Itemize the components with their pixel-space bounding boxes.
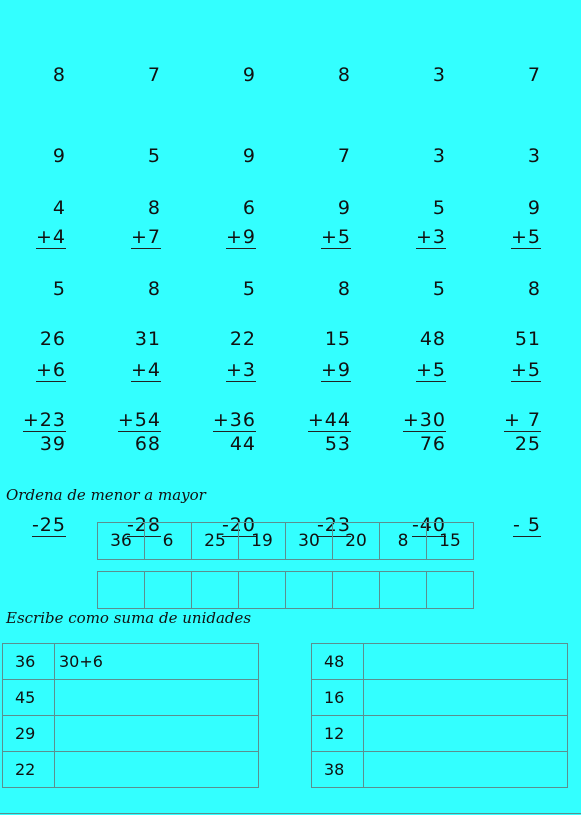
answer-cell[interactable] [145, 572, 192, 609]
table-row [312, 752, 568, 788]
addend-with-operator: +5 [415, 359, 446, 381]
addend: 9 [52, 145, 66, 167]
minuend: 68 [134, 433, 161, 455]
addend: 8 [337, 64, 351, 86]
addend: 5 [242, 278, 256, 300]
addend: 3 [432, 145, 446, 167]
answer-cell[interactable] [380, 572, 427, 609]
addend: 48 [419, 328, 446, 350]
addend-with-operator: +5 [320, 226, 351, 248]
addend: 8 [52, 64, 66, 86]
sum-cell[interactable] [364, 680, 568, 716]
order-section-title: Ordena de menor a mayor [6, 486, 206, 504]
page-bottom-divider [0, 813, 581, 814]
problem-r4-c4 [291, 377, 351, 593]
addend-with-operator: +30 [402, 409, 446, 431]
addend-with-operator: + 7 [503, 409, 541, 431]
addend: 3 [527, 145, 541, 167]
table-row [312, 644, 568, 680]
number-cell: 6 [145, 523, 192, 560]
addend: 5 [147, 145, 161, 167]
addend-with-operator: +9 [225, 226, 256, 248]
addend: 22 [229, 328, 256, 350]
sum-table-right [311, 643, 568, 788]
problem-r4-c2 [101, 377, 161, 593]
ordered-answer-table [97, 571, 474, 609]
addend-with-operator: +9 [320, 359, 351, 381]
addend: 5 [52, 278, 66, 300]
addend: 5 [432, 197, 446, 219]
number-cell: 22 [3, 752, 55, 788]
number-cell: 30 [286, 523, 333, 560]
numbers-to-order-table [97, 522, 474, 560]
addend: 8 [147, 278, 161, 300]
number-cell: 36 [98, 523, 145, 560]
addend: 9 [337, 197, 351, 219]
minuend: 76 [419, 433, 446, 455]
addend: 3 [432, 64, 446, 86]
addend: 4 [52, 197, 66, 219]
addend: 9 [242, 64, 256, 86]
problem-r4-c3 [196, 377, 256, 593]
addend: 7 [147, 64, 161, 86]
problem-r4-c6 [481, 377, 541, 593]
table-row [3, 752, 259, 788]
subtrahend-with-operator: -23 [316, 514, 351, 536]
table-row [3, 716, 259, 752]
number-cell: 19 [239, 523, 286, 560]
number-cell: 15 [427, 523, 474, 560]
addend: 8 [337, 278, 351, 300]
number-cell: 25 [192, 523, 239, 560]
sum-cell[interactable] [55, 752, 259, 788]
number-cell: 12 [312, 716, 364, 752]
addend: 9 [242, 145, 256, 167]
addend-with-operator: +6 [35, 359, 66, 381]
answer-cell[interactable] [286, 572, 333, 609]
addend-with-operator: +5 [510, 359, 541, 381]
addend: 26 [39, 328, 66, 350]
sum-cell[interactable] [55, 716, 259, 752]
answer-cell[interactable] [98, 572, 145, 609]
addend-with-operator: +23 [22, 409, 66, 431]
sum-cell[interactable] [55, 680, 259, 716]
sum-cell[interactable] [364, 752, 568, 788]
subtrahend-with-operator: -40 [411, 514, 446, 536]
sum-table-left [2, 643, 259, 788]
addend-with-operator: +4 [130, 359, 161, 381]
addend: 8 [527, 278, 541, 300]
addend: 7 [337, 145, 351, 167]
addend: 9 [527, 197, 541, 219]
sum-section-title: Escribe como suma de unidades [6, 609, 252, 627]
addend: 6 [242, 197, 256, 219]
number-cell: 20 [333, 523, 380, 560]
addend-with-operator: +4 [35, 226, 66, 248]
addend-with-operator: +54 [117, 409, 161, 431]
addend-with-operator: +44 [307, 409, 351, 431]
sum-cell[interactable]: 30+6 [55, 644, 259, 680]
addend: 8 [147, 197, 161, 219]
subtrahend-with-operator: -28 [126, 514, 161, 536]
subtrahend-with-operator: -20 [221, 514, 256, 536]
addend-with-operator: +3 [415, 226, 446, 248]
addend-with-operator: +5 [510, 226, 541, 248]
minuend: 44 [229, 433, 256, 455]
table-row [3, 680, 259, 716]
table-row [3, 644, 259, 680]
addend: 5 [432, 278, 446, 300]
number-cell: 45 [3, 680, 55, 716]
subtrahend-with-operator: -25 [31, 514, 66, 536]
answer-cell[interactable] [192, 572, 239, 609]
addend: 31 [134, 328, 161, 350]
answer-cell[interactable] [427, 572, 474, 609]
sum-cell[interactable] [364, 716, 568, 752]
minuend: 39 [39, 433, 66, 455]
table-row [312, 716, 568, 752]
minuend: 25 [514, 433, 541, 455]
addend-with-operator: +36 [212, 409, 256, 431]
subtrahend-with-operator: - 5 [513, 514, 541, 536]
answer-cell[interactable] [239, 572, 286, 609]
addend: 51 [514, 328, 541, 350]
number-cell: 38 [312, 752, 364, 788]
number-cell: 36 [3, 644, 55, 680]
problem-r4-c5 [386, 377, 446, 593]
addend: 7 [527, 64, 541, 86]
number-cell: 16 [312, 680, 364, 716]
minuend: 53 [324, 433, 351, 455]
number-cell: 8 [380, 523, 427, 560]
table-row [312, 680, 568, 716]
problem-r4-c1 [6, 377, 66, 593]
number-cell: 48 [312, 644, 364, 680]
number-cell: 29 [3, 716, 55, 752]
addend-with-operator: +7 [130, 226, 161, 248]
addend-with-operator: +3 [225, 359, 256, 381]
addend: 15 [324, 328, 351, 350]
answer-cell[interactable] [333, 572, 380, 609]
sum-cell[interactable] [364, 644, 568, 680]
